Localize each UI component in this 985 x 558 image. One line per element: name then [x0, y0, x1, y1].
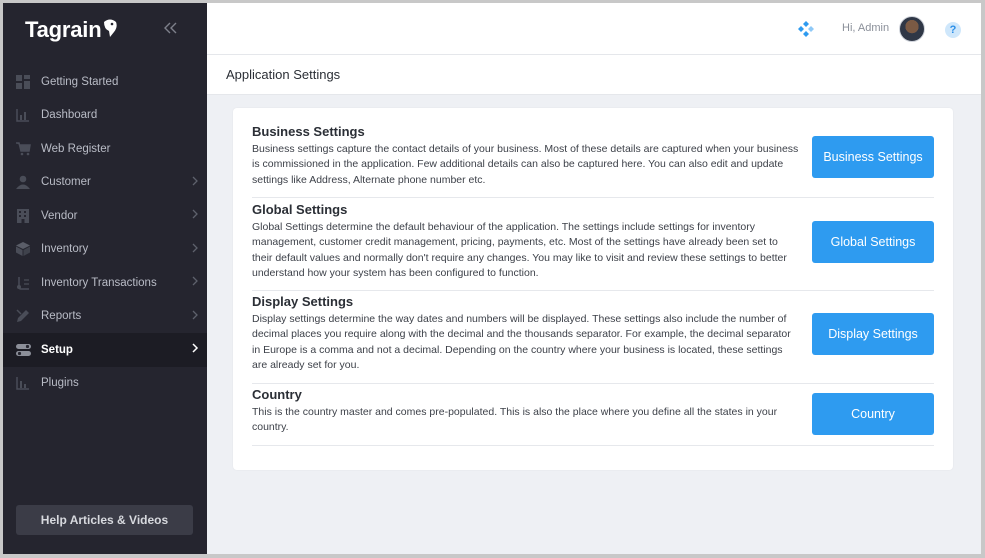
brand-name: Tagrain: [25, 17, 102, 42]
sidebar-item-plugins[interactable]: [3, 367, 207, 401]
apps-diamond-icon[interactable]: [798, 21, 814, 37]
help-articles-button[interactable]: Help Articles & Videos: [16, 505, 193, 535]
country-section: [252, 387, 934, 446]
global-settings-button[interactable]: Global Settings: [812, 221, 934, 263]
section-description: Global Settings determine the default behaviour of the application. The settings include settings for inventory management, customer credit management, pricing, payments, etc. Most of the settings have already been set to their default values and normally don't require any changes. You may like to visit and review these settings to better understand how your system has been configured to function.: [252, 221, 787, 279]
section-title: Country: [252, 387, 302, 402]
page-title: Application Settings: [226, 67, 341, 82]
page-header: [207, 55, 981, 95]
chevron-right-icon: [191, 343, 199, 353]
collapse-sidebar-icon[interactable]: [163, 19, 179, 37]
toggle-icon: [15, 342, 31, 358]
section-description: Display settings determine the way dates and numbers will be displayed. These settings also include the number of decimal places you require along with the decimal and the thousands separator. For example, the decimal separator in Europe is a comma and not a decimal. Depending on the country where your business is located, these settings are already set for you.: [252, 313, 791, 371]
avatar[interactable]: [899, 16, 925, 42]
sidebar-item-inventory[interactable]: [3, 233, 207, 267]
section-title: Global Settings: [252, 202, 348, 217]
sidebar-item-label: Getting Started: [41, 75, 119, 88]
display-settings-section: [252, 294, 934, 384]
sidebar-item-customer[interactable]: [3, 166, 207, 200]
section-description: Business settings capture the contact details of your business. Most of these details are captured when your business is commissioned in the application. Few additional details can also be captured here. You can also edit and update settings like Address, Alternate phone number etc.: [252, 143, 799, 186]
top-bar: [207, 3, 981, 55]
chevron-right-icon: [191, 243, 199, 253]
settings-card: [233, 108, 953, 470]
section-title: Display Settings: [252, 294, 354, 309]
chevron-right-icon: [191, 310, 199, 320]
sidebar-item-label: Setup: [41, 343, 73, 356]
sidebar-item-vendor[interactable]: [3, 199, 207, 233]
sidebar-nav: [3, 65, 207, 400]
app-window: [3, 3, 981, 554]
global-settings-section: [252, 202, 934, 291]
sidebar-item-label: Web Register: [41, 142, 111, 155]
sidebar-item-reports[interactable]: [3, 300, 207, 334]
sidebar-item-dashboard[interactable]: [3, 99, 207, 133]
country-button[interactable]: Country: [812, 393, 934, 435]
sidebar-item-web-register[interactable]: [3, 132, 207, 166]
chevron-right-icon: [191, 276, 199, 286]
business-settings-button[interactable]: Business Settings: [812, 136, 934, 178]
sidebar-item-label: Reports: [41, 310, 82, 323]
sidebar-item-getting-started[interactable]: [3, 65, 207, 99]
business-settings-section: [252, 124, 934, 198]
pencil-ruler-icon: [15, 308, 31, 324]
box-icon: [15, 241, 31, 257]
grid-icon: [15, 74, 31, 90]
display-settings-button[interactable]: Display Settings: [812, 313, 934, 355]
sidebar-item-label: Inventory: [41, 243, 89, 256]
sidebar: [3, 3, 207, 554]
sidebar-item-label: Inventory Transactions: [41, 276, 157, 289]
sidebar-item-label: Dashboard: [41, 109, 98, 122]
sidebar-item-label: Plugins: [41, 377, 79, 390]
chevron-right-icon: [191, 176, 199, 186]
chevron-right-icon: [191, 209, 199, 219]
transactions-icon: [15, 275, 31, 291]
bird-logo-icon: [101, 18, 119, 38]
sidebar-item-setup[interactable]: [3, 333, 207, 367]
sidebar-item-label: Customer: [41, 176, 91, 189]
section-title: Business Settings: [252, 124, 365, 139]
cart-icon: [15, 141, 31, 157]
sidebar-item-inventory-transactions[interactable]: [3, 266, 207, 300]
help-icon[interactable]: ?: [945, 22, 961, 38]
building-icon: [15, 208, 31, 224]
plugin-chart-icon: [15, 375, 31, 391]
section-description: This is the country master and comes pre-populated. This is also the place where you define all the states in your country.: [252, 406, 778, 434]
user-greeting: Hi, Admin: [842, 22, 890, 34]
bar-chart-icon: [15, 107, 31, 123]
sidebar-item-label: Vendor: [41, 209, 78, 222]
brand-logo[interactable]: [25, 15, 119, 45]
user-icon: [15, 174, 31, 190]
